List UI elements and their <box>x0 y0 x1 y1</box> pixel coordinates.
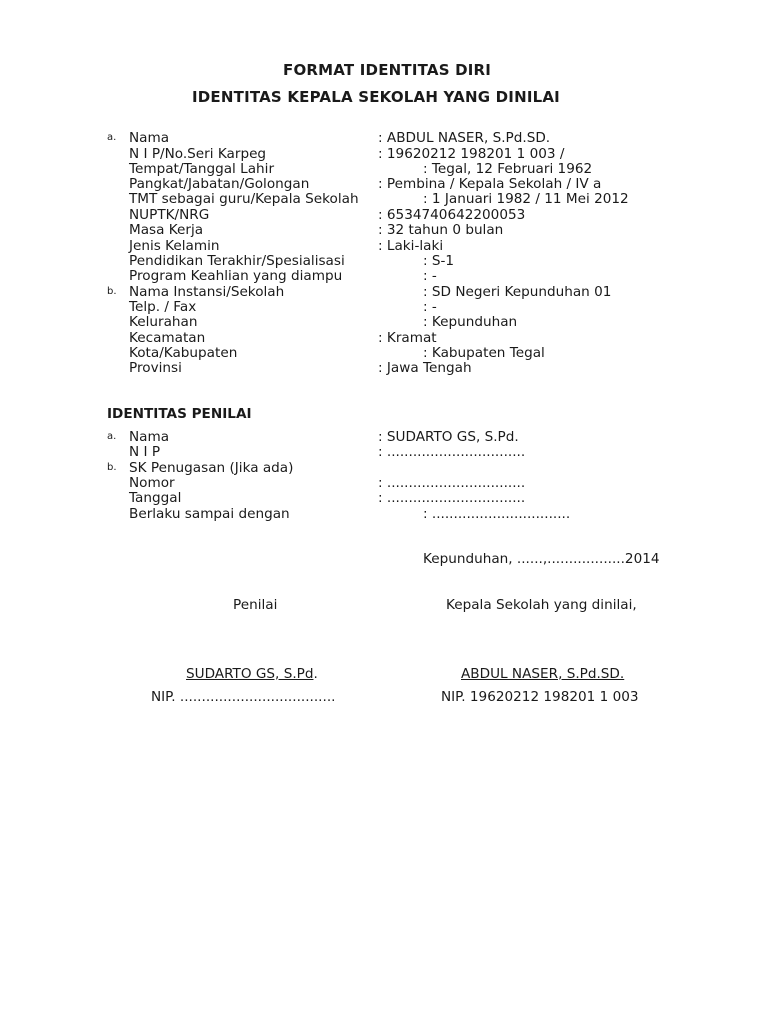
identity-row <box>0 314 768 330</box>
document-subtitle: IDENTITAS KEPALA SEKOLAH YANG DINILAI <box>192 88 560 106</box>
identity-row <box>0 475 768 491</box>
field-label: Provinsi <box>129 360 182 376</box>
field-value: : 19620212 198201 1 003 / <box>378 146 565 162</box>
field-value: : Tegal, 12 Februari 1962 <box>423 161 593 177</box>
identity-row <box>0 161 768 177</box>
field-value: : SUDARTO GS, S.Pd. <box>378 429 519 445</box>
field-label: SK Penugasan (Jika ada) <box>129 460 294 476</box>
field-label: Tempat/Tanggal Lahir <box>129 161 275 177</box>
field-value: : ................................ <box>423 506 571 522</box>
penilai-name-text: SUDARTO GS, S.Pd <box>186 666 314 682</box>
field-value: : Jawa Tengah <box>378 360 472 376</box>
identity-row <box>0 253 768 269</box>
identity-row <box>0 191 768 207</box>
identity-row <box>0 299 768 315</box>
field-label: NUPTK/NRG <box>129 207 210 223</box>
field-label: Kota/Kabupaten <box>129 345 238 361</box>
field-label: Pangkat/Jabatan/Golongan <box>129 176 310 192</box>
field-label: Masa Kerja <box>129 222 204 238</box>
field-value: : 32 tahun 0 bulan <box>378 222 504 238</box>
field-label: Jenis Kelamin <box>129 238 220 254</box>
identity-row <box>0 330 768 346</box>
identity-row <box>0 284 768 300</box>
field-value: : Kramat <box>378 330 437 346</box>
penilai-role: Penilai <box>233 597 278 613</box>
field-label: Berlaku sampai dengan <box>129 506 290 522</box>
field-label: Nomor <box>129 475 175 491</box>
field-value: : ................................ <box>378 444 526 460</box>
identity-row <box>0 444 768 460</box>
field-label: Pendidikan Terakhir/Spesialisasi <box>129 253 345 269</box>
field-value: : Laki-laki <box>378 238 444 254</box>
field-value: : S-1 <box>423 253 455 269</box>
field-value: : Pembina / Kepala Sekolah / IV a <box>378 176 602 192</box>
field-label: N I P/No.Seri Karpeg <box>129 146 267 162</box>
field-label: Program Keahlian yang diampu <box>129 268 343 284</box>
identity-row <box>0 506 768 522</box>
identity-row <box>0 238 768 254</box>
document-title: FORMAT IDENTITAS DIRI <box>283 61 492 79</box>
identity-row <box>0 490 768 506</box>
kepala-name: ABDUL NASER, S.Pd.SD. <box>461 666 625 682</box>
field-value: : Kabupaten Tegal <box>423 345 545 361</box>
field-label: Nama <box>129 429 170 445</box>
field-label: TMT sebagai guru/Kepala Sekolah <box>129 191 359 207</box>
identity-row <box>0 222 768 238</box>
identity-row <box>0 460 768 476</box>
field-value: : 6534740642200053 <box>378 207 526 223</box>
field-label: Tanggal <box>129 490 182 506</box>
field-label: N I P <box>129 444 161 460</box>
field-label: Nama <box>129 130 170 146</box>
field-label: Kelurahan <box>129 314 198 330</box>
list-marker: a. <box>107 431 117 442</box>
field-label: Telp. / Fax <box>129 299 197 315</box>
identity-row <box>0 130 768 146</box>
list-marker: b. <box>107 286 117 297</box>
field-value: : - <box>423 299 437 315</box>
identity-row <box>0 207 768 223</box>
place-date: Kepunduhan, ......,..................2014 <box>423 551 660 567</box>
kepala-nip: NIP. 19620212 198201 1 003 <box>441 689 639 705</box>
penilai-name-suffix: . <box>313 666 318 682</box>
penilai-nip: NIP. .................................... <box>151 689 336 705</box>
field-label: Nama Instansi/Sekolah <box>129 284 285 300</box>
identity-row <box>0 429 768 445</box>
list-marker: a. <box>107 132 117 143</box>
list-marker: b. <box>107 462 117 473</box>
field-value: : ................................ <box>378 475 526 491</box>
penilai-name <box>186 666 318 682</box>
penilai-heading: IDENTITAS PENILAI <box>107 406 252 422</box>
identity-row <box>0 146 768 162</box>
kepala-role: Kepala Sekolah yang dinilai, <box>446 597 637 613</box>
field-value: : Kepunduhan <box>423 314 518 330</box>
identity-row <box>0 176 768 192</box>
field-value: : ABDUL NASER, S.Pd.SD. <box>378 130 551 146</box>
field-label: Kecamatan <box>129 330 206 346</box>
field-value: : ................................ <box>378 490 526 506</box>
field-value: : 1 Januari 1982 / 11 Mei 2012 <box>423 191 629 207</box>
identity-row <box>0 345 768 361</box>
identity-row <box>0 360 768 376</box>
field-value: : SD Negeri Kepunduhan 01 <box>423 284 612 300</box>
field-value: : - <box>423 268 437 284</box>
identity-row <box>0 268 768 284</box>
